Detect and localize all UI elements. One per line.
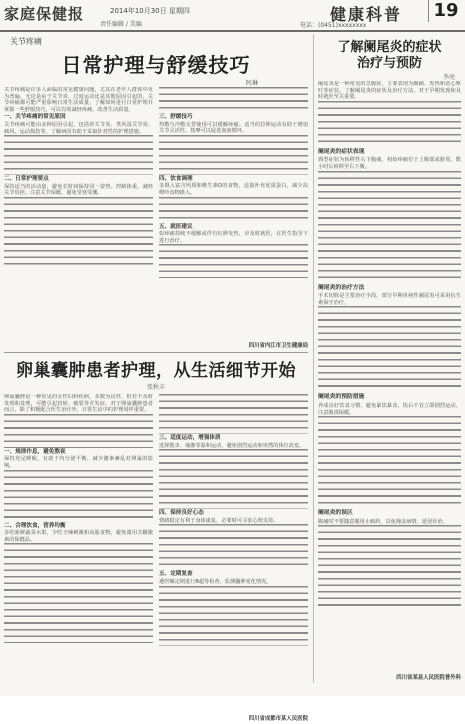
article3-title: [318, 40, 461, 72]
article3-s1-text: 典型症状为转移性右下腹痛，初始疼痛位于上腹部或脐周，数小时后转移至右下腹。: [318, 157, 461, 170]
article2-text-lines: [159, 586, 308, 646]
article2-col-2: [159, 394, 308, 712]
article3-byline: 李亮: [442, 74, 455, 81]
article2-text-lines: [4, 414, 153, 448]
article3-text-lines: [318, 306, 461, 392]
article1-s3-text: 热敷与冷敷交替使用可以缓解疼痛。适当的拉伸运动有助于增加关节灵活性。按摩可以促进血液循环。: [159, 121, 308, 135]
article1-col-1: [4, 87, 153, 339]
article2-byline: 张秋丰: [146, 384, 165, 391]
right-column: [313, 34, 461, 683]
divider: [4, 352, 308, 353]
article2-s2-text: 多吃新鲜蔬菜水果，少吃辛辣刺激和高脂食物，避免滥用含雌激素的保健品。: [4, 530, 153, 543]
section-title: 健康科普: [330, 5, 403, 24]
editor-line: 责任编辑 / 美编: [100, 21, 142, 28]
article1-s4-text: 多摄入富含钙质和维生素D的食物，适量补充优质蛋白，减少高嘌呤食物摄入。: [159, 183, 308, 196]
article3-text-lines: [318, 171, 461, 283]
article1-s2-text: 保持适当的活动量，避免长时间保持同一姿势。控制体重，减轻关节负担。注意关节保暖，避免受寒受潮。: [4, 183, 153, 197]
article1-s5-text: 如疼痛持续不缓解或伴有红肿发热，应及时就医，在医生指导下进行治疗。: [159, 231, 308, 244]
article1-text-lines: [159, 87, 308, 113]
article1-title: 日常护理与舒缓技巧: [61, 53, 251, 77]
article2-text-lines: [159, 524, 308, 570]
article2-s3-text: 选择散步、瑜伽等温和运动，避免剧烈运动和突然的体位改变。: [159, 442, 305, 449]
masthead: [0, 0, 465, 32]
article2-s4-heading: 四、保持良好心态: [159, 510, 204, 517]
article1-text-lines: [159, 244, 308, 278]
article1-body: [4, 87, 308, 339]
article2-text-lines: [159, 394, 308, 434]
article1-s1-text: 关节疼痛可能由多种原因引起，包括骨关节炎、类风湿关节炎、痛风、运动损伤等。了解病因有助于采取针对性的护理措施。: [4, 121, 153, 135]
article2-title: 卵巢囊肿患者护理，从生活细节开始: [16, 361, 296, 381]
article1-s4-heading: 四、饮食调理: [159, 175, 193, 182]
article2-text-lines: [4, 470, 153, 522]
article2-credit: 四川省成都市某人民医院: [248, 716, 308, 722]
article3-intro: 阑尾炎是一种常见的急腹症，主要表现为腹痛、发热和恶心呕吐等症状。了解阑尾炎的症状及治疗方法，对于早期发现和及时就医至关重要。: [318, 81, 461, 101]
article1-text-lines: [159, 197, 308, 223]
article2-s5-text: 遵医嘱定期进行B超等检查，监测囊肿变化情况。: [159, 578, 272, 585]
article3-s3-text: 养成良好饮食习惯，避免暴饮暴食，饭后不宜立即剧烈运动，注意腹部保暖。: [318, 402, 461, 416]
contact-line: 电话：(0451)xxxxxxxx: [300, 22, 367, 29]
newspaper-brand: 家庭保健报: [4, 5, 85, 23]
article3-s2-text: 手术切除是主要治疗手段，部分早期单纯性阑尾炎可采用抗生素保守治疗。: [318, 293, 461, 306]
article3-credit: 四川省某县人民医院普外科: [396, 675, 461, 681]
article2-intro: 卵巢囊肿是一种常见的女性妇科疾病，多数为良性，但若不及时发现和处理，可能引起扭转、破裂等并发症。对于卵巢囊肿患者而言，除了积极配合医生治疗外，日常生活中的护理同样重要。: [4, 394, 153, 414]
article2-s3-heading: 三、适度运动，增强体质: [159, 435, 221, 441]
article1-credit: 四川省内江市卫生健康局: [248, 343, 308, 349]
article3-s4-text: 腹痛时不要随意服用止痛药，以免掩盖病情，延误诊治。: [318, 518, 448, 525]
article1-s1-heading: 一、关节疼痛的常见原因: [4, 114, 66, 121]
article1-intro: 关节疼痛是许多人面临的常见健康问题，尤其在老年人群体中更为普遍。无论是由于关节炎、过度运动还是其他原因引起的，关节疼痛都可能严重影响日常生活质量。了解如何进行日常护理并掌握一些舒缓技巧，可以有效减轻疼痛、改善生活质量。: [4, 87, 153, 113]
article3-s4-heading: 阑尾炎的误区: [318, 510, 353, 517]
article3-title-line2: 治疗与预防: [356, 56, 422, 71]
article1-s2-heading: 二、日常护理要点: [4, 176, 49, 183]
article2-s5-heading: 五、定期复查: [159, 571, 193, 578]
article1-text-lines: [159, 135, 308, 175]
article2-s2-heading: 二、合理饮食，营养均衡: [4, 522, 66, 529]
article3-text-lines: [318, 101, 461, 147]
article2-text-lines: [4, 543, 153, 643]
article2-text-lines: [159, 449, 308, 509]
issue-date: 2014年10月30日 星期四: [110, 7, 190, 15]
article3-s3-heading: 阑尾炎的预防措施: [318, 394, 365, 401]
left-column: [4, 34, 308, 724]
article1-kicker: 关节疼痛: [10, 37, 42, 46]
article2-s4-text: 情绪稳定有利于身体康复，必要时可寻求心理支持。: [159, 517, 279, 524]
article2-body: [4, 394, 308, 712]
article1-s3-heading: 三、舒缓技巧: [159, 114, 193, 120]
article2-s1-heading: 一、规律作息，避免熬夜: [4, 448, 66, 455]
article1-text-lines: [4, 197, 153, 269]
page-number: 19: [428, 0, 463, 22]
article3-title-line1: 了解阑尾炎的症状: [337, 40, 442, 55]
article1-col-2: [159, 87, 308, 339]
article3-text-lines: [318, 416, 461, 508]
article3-s1-heading: 阑尾炎的症状表现: [318, 148, 365, 155]
article3-text-lines: [318, 525, 461, 611]
article1-s5-heading: 五、就医建议: [159, 223, 193, 230]
article1-text-lines: [4, 135, 153, 175]
article1-byline: 阿琳: [245, 80, 258, 87]
article2-col-1: [4, 394, 153, 712]
article3-s2-heading: 阑尾炎的治疗方法: [318, 284, 365, 291]
article2-s1-text: 保持充足睡眠，有助于内分泌平衡，减少激素紊乱对卵巢的影响。: [4, 456, 153, 469]
article3-body: [318, 81, 461, 671]
